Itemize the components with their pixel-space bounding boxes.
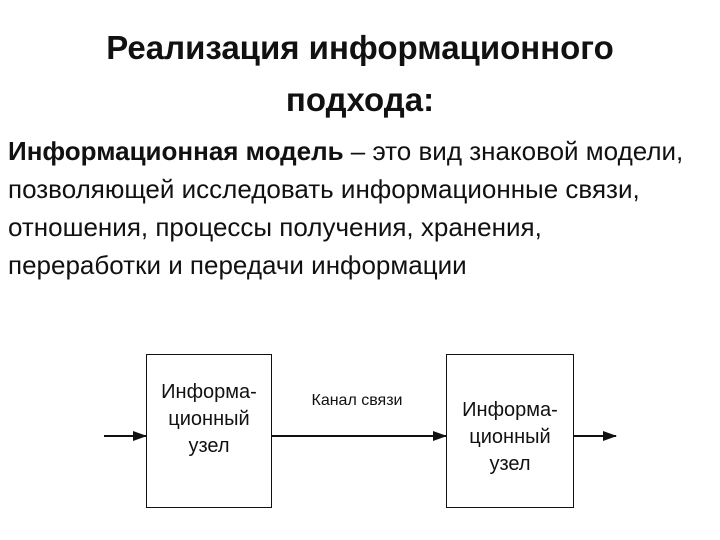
diagram-arrows (0, 340, 720, 540)
information-flow-diagram (0, 340, 720, 540)
title-line-1: Реализация информационного (106, 29, 614, 66)
definition-paragraph (8, 132, 698, 284)
title-line-2: подхода: (285, 81, 435, 118)
definition-text: – это вид знаковой модели, позволяющей исследовать информационные связи, отношения, процессы получения, хранения, переработки и передачи информации (8, 136, 684, 280)
information-node-left: Информа- ционный узел (146, 354, 272, 508)
slide-title (40, 22, 680, 126)
information-node-right: Информа- ционный узел (446, 354, 574, 508)
definition-term: Информационная модель (8, 136, 344, 166)
channel-label: Канал связи (311, 392, 403, 409)
